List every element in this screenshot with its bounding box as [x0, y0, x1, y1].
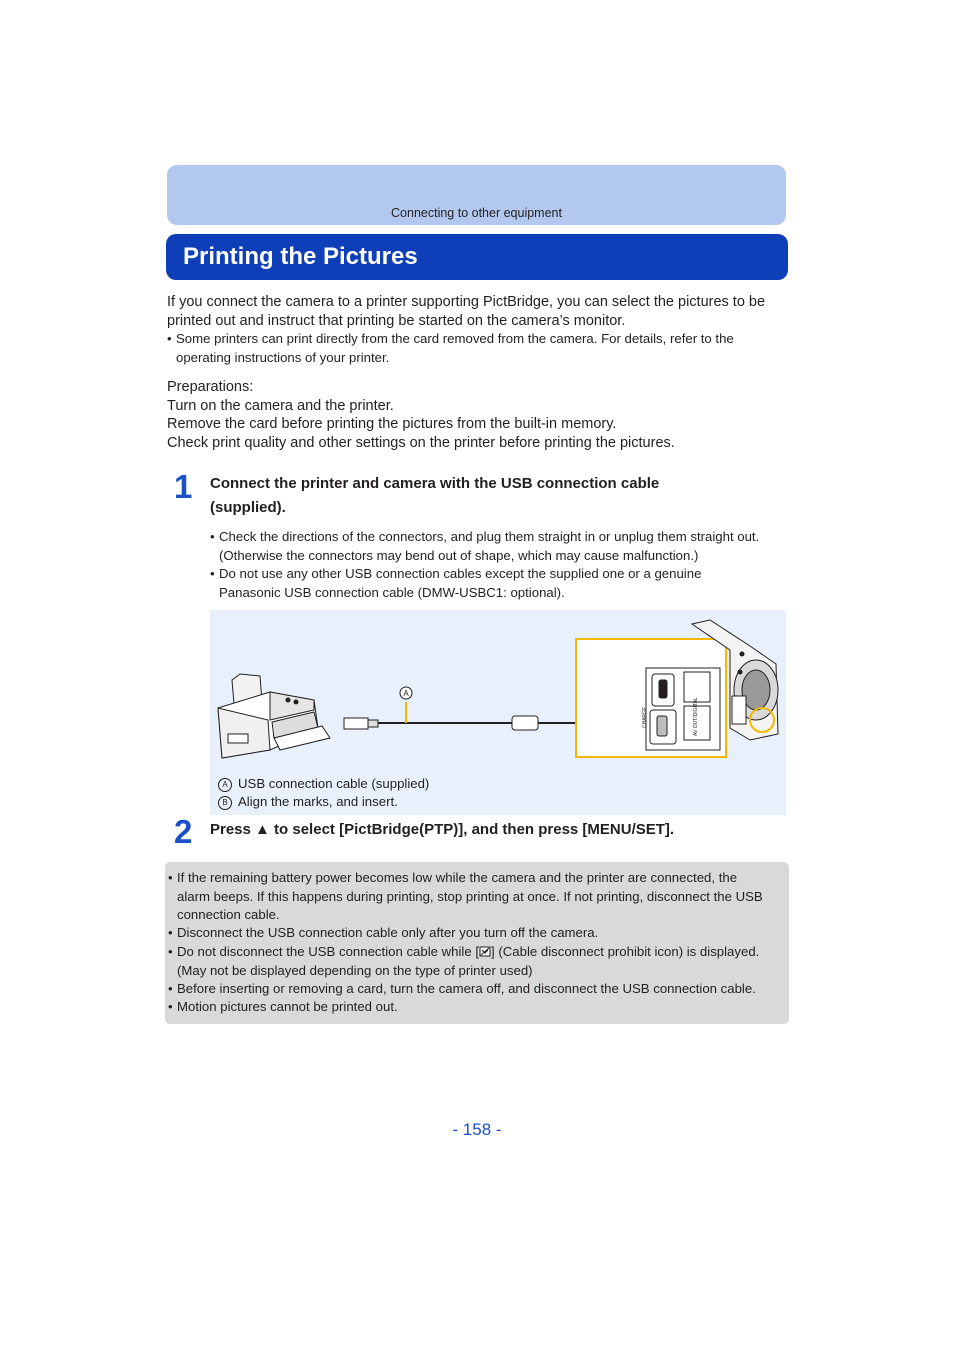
section-label: Connecting to other equipment	[391, 206, 562, 220]
title-bar	[166, 234, 788, 280]
cable-disconnect-prohibit-icon	[479, 946, 491, 957]
bullet-dot: •	[168, 999, 173, 1014]
note-item	[168, 998, 398, 1017]
note-line: alarm beeps. If this happens during printing, stop printing at once. If not printing, disconnect the USB	[177, 888, 763, 904]
legend-b-text: Align the marks, and insert.	[238, 794, 398, 809]
preparations-line: Check print quality and other settings on the printer before printing the pictures.	[167, 435, 675, 451]
port-label-charge: CHARGE	[642, 706, 648, 728]
note-item	[168, 924, 598, 943]
note-text: Do not disconnect the USB connection cable while [	[177, 944, 480, 959]
ferrite-core	[512, 716, 538, 730]
note-line	[168, 943, 759, 962]
printer-icon	[218, 674, 330, 758]
step-1-bullet-line: (Otherwise the connectors may bend out of shape, which may cause malfunction.)	[219, 547, 699, 563]
bullet-dot: •	[168, 925, 173, 940]
step-2-heading: Press ▲ to select [PictBridge(PTP)], and then press [MENU/SET].	[210, 821, 675, 838]
step-1-bullet	[210, 528, 759, 565]
intro-bullet-line-2: operating instructions of your printer.	[176, 349, 390, 365]
note-text: ] (Cable disconnect prohibit icon) is displayed.	[491, 944, 760, 959]
camera-port-panel	[646, 668, 720, 750]
intro-line-1: If you connect the camera to a printer supporting PictBridge, you can select the pictures to be	[167, 294, 766, 310]
step-2-number: 2	[174, 813, 193, 850]
step-1-number: 1	[174, 468, 193, 505]
bullet-dot: •	[210, 529, 215, 544]
step-1-bullet-line: Do not use any other USB connection cables except the supplied one or a genuine	[219, 566, 702, 581]
note-line: connection cable.	[177, 907, 280, 922]
legend-a-marker: A	[218, 778, 232, 792]
legend-a	[218, 775, 429, 793]
preparations-heading: Preparations:	[167, 379, 254, 395]
bullet-dot: •	[210, 566, 215, 581]
bullet-dot: •	[168, 870, 173, 885]
note-item	[168, 869, 763, 925]
note-line: Disconnect the USB connection cable only after you turn off the camera.	[177, 925, 599, 940]
step-1-heading-line-1: Connect the printer and camera with the USB connection cable	[210, 475, 660, 492]
port-label-avout: AV OUT/DIGITAL	[693, 697, 699, 736]
preparations-line: Remove the card before printing the pictures from the built-in memory.	[167, 416, 617, 432]
intro-bullet-line-1: Some printers can print directly from the card removed from the camera. For details, refer to the	[176, 331, 734, 346]
note-item	[168, 980, 756, 999]
intro-line-2: printed out and instruct that printing be started on the camera’s monitor.	[167, 313, 626, 329]
note-line: Motion pictures cannot be printed out.	[177, 999, 398, 1014]
legend-a-text: USB connection cable (supplied)	[238, 776, 430, 791]
page-number: - 158 -	[452, 1120, 502, 1139]
bullet-dot: •	[168, 944, 173, 959]
legend-b-marker: B	[218, 796, 232, 810]
intro-bullet	[167, 330, 734, 367]
bullet-dot: •	[168, 981, 173, 996]
note-line: If the remaining battery power becomes low while the camera and the printer are connected, the	[177, 870, 738, 885]
marker-a-label: A	[403, 689, 409, 698]
step-1-bullet-line: Panasonic USB connection cable (DMW-USBC1: optional).	[219, 584, 565, 600]
connection-illustration	[210, 610, 786, 815]
usb-plug-icon	[344, 718, 378, 729]
step-1-bullet-line: Check the directions of the connectors, and plug them straight in or unplug them straight out.	[219, 529, 760, 544]
page-title: Printing the Pictures	[183, 243, 418, 270]
notes-box	[165, 862, 789, 1024]
step-1-heading-line-2: (supplied).	[210, 499, 286, 516]
note-item	[168, 943, 759, 980]
note-line: Before inserting or removing a card, turn the camera off, and disconnect the USB connection cable.	[177, 981, 756, 996]
section-header	[167, 165, 786, 225]
preparations-line: Turn on the camera and the printer.	[167, 398, 394, 414]
note-line: (May not be displayed depending on the type of printer used)	[177, 962, 533, 978]
step-1-bullet	[210, 565, 701, 602]
legend-b	[218, 793, 398, 811]
bullet-dot: •	[167, 331, 172, 346]
